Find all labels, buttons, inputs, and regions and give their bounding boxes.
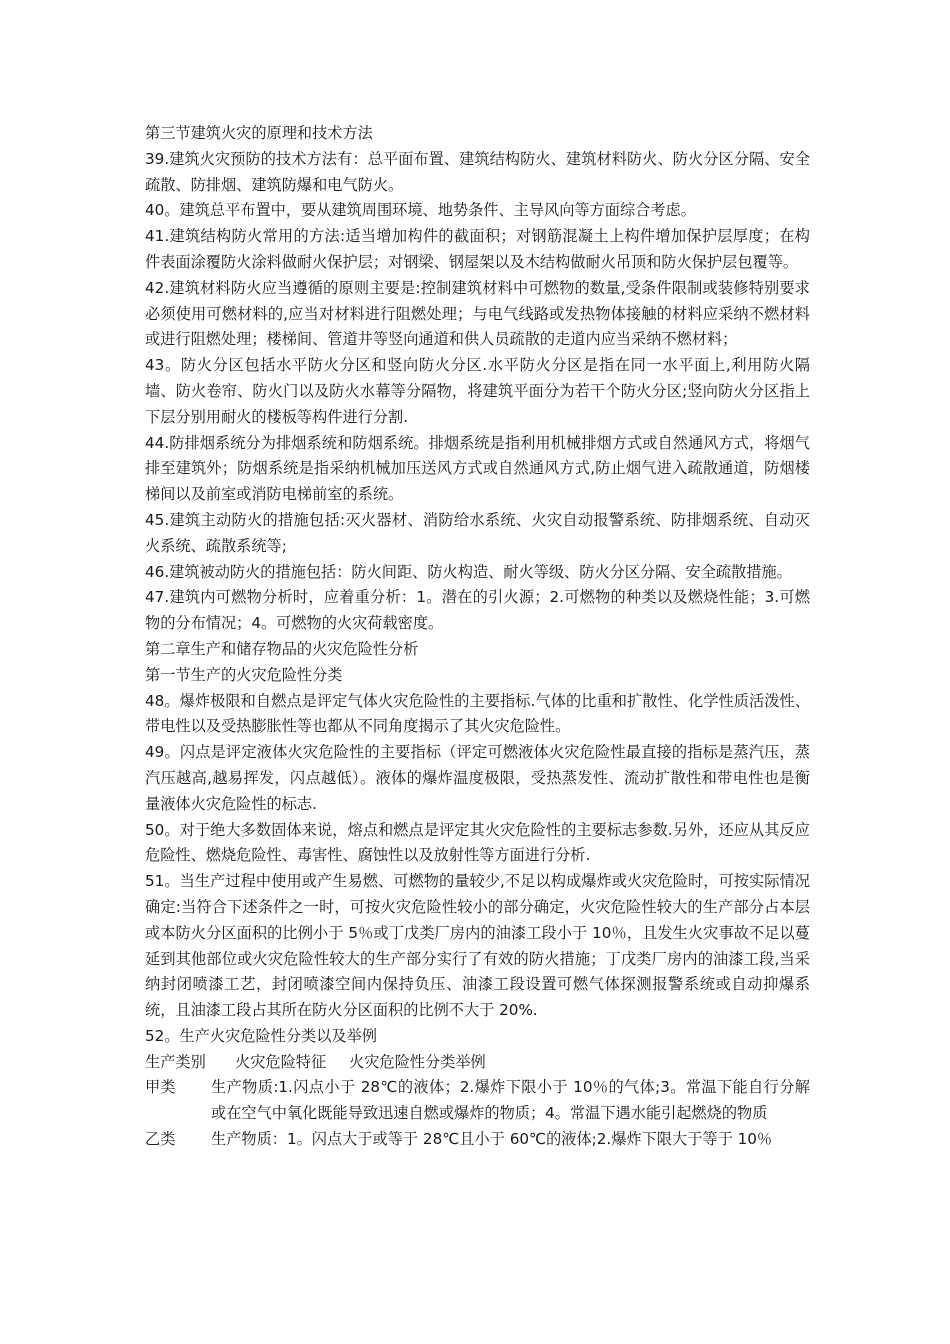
table-row-text: 生产物质：1。闪点大于或等于 28℃且小于 60℃的液体;2.爆炸下限大于等于 10％ (211, 1130, 773, 1149)
table-row (145, 1127, 810, 1153)
paragraph-50: 50。对于绝大多数固体来说，熔点和燃点是评定其火灾危险性的主要标志参数.另外，还应从其反应危险性、燃烧危险性、毒害性、腐蚀性以及放射性等方面进行分析. (145, 820, 810, 865)
paragraph-48: 48。爆炸极限和自燃点是评定气体火灾危险性的主要指标.气体的比重和扩散性、化学性质活泼性、带电性以及受热膨胀性等也都从不同角度揭示了其火灾危险性。 (145, 691, 810, 736)
paragraph-46: 46.建筑被动防火的措施包括：防火间距、防火构造、耐火等级、防火分区分隔、安全疏散措施。 (145, 562, 792, 581)
table-row-label: 甲类 (145, 1078, 176, 1097)
section-heading: 第三节建筑火灾的原理和技术方法 (145, 124, 373, 142)
paragraph-49: 49。闪点是评定液体火灾危险性的主要指标（评定可燃液体火灾危险性最直接的指标是蒸汽压，蒸汽压越高,越易挥发，闪点越低）。液体的爆炸温度极限，受热蒸发性、流动扩散性和带电性也是衡量液体火灾危险性的标志. (145, 743, 810, 813)
paragraph-39: 39.建筑火灾预防的技术方法有：总平面布置、建筑结构防火、建筑材料防火、防火分区分隔、安全疏散、防排烟、建筑防爆和电气防火。 (145, 149, 810, 194)
table-header-cell: 生产类别 (145, 1052, 206, 1071)
paragraph-43: 43。防火分区包括水平防火分区和竖向防火分区.水平防火分区是指在同一水平面上,利用防火隔墙、防火卷帘、防火门以及防火水幕等分隔物，将建筑平面分为若干个防火分区;竖向防火分区指上下层分别用耐火的楼板等构件进行分割. (145, 356, 810, 426)
document-body (145, 121, 810, 1153)
table-row-text: 生产物质:1.闪点小于 28℃的液体；2.爆炸下限小于 10％的气体;3。常温下能自行分解或在空气中氧化既能导致迅速自燃或爆炸的物质；4。常温下遇水能引起燃烧的物质 (211, 1078, 810, 1123)
table-row-label: 乙类 (145, 1130, 176, 1149)
paragraph-42: 42.建筑材料防火应当遵循的原则主要是:控制建筑材料中可燃物的数量,受条件限制或装修特别要求必须使用可燃材料的,应当对材料进行阻燃处理；与电气线路或发热物体接触的材料应采纳不燃材料或进行阻燃处理；楼梯间、管道井等竖向通道和供人员疏散的走道内应当采纳不燃材料； (145, 278, 810, 349)
table-header-row (145, 1050, 810, 1076)
paragraph-47: 47.建筑内可燃物分析时，应着重分析：1。潜在的引火源；2.可燃物的种类以及燃烧性能；3.可燃物的分布情况；4。可燃物的火灾荷载密度。 (145, 588, 810, 633)
table-row (145, 1075, 810, 1127)
chapter-heading: 第二章生产和储存物品的火灾危险性分析 (145, 639, 419, 658)
table-header-cell: 火灾危险特征 (235, 1052, 327, 1071)
paragraph-45: 45.建筑主动防火的措施包括:灭火器材、消防给水系统、火灾自动报警系统、防排烟系统、自动灭火系统、疏散系统等; (145, 510, 810, 555)
table-header-cell: 火灾危险性分类举例 (349, 1052, 486, 1071)
paragraph-51: 51。当生产过程中使用或产生易燃、可燃物的量较少,不足以构成爆炸或火灾危险时，可按实际情况确定:当符合下述条件之一时，可按火灾危险性较小的部分确定，火灾危险性较大的生产部分占本层或本防火分区面积的比例小于 5％或丁戊类厂房内的油漆工段小于 10％，且发生火灾事故不足以蔓延到其他部位或火灾危险性较大的生产部分实行了有效的防火措施；丁戊类厂房内的油漆工段,当采纳封闭喷漆工艺，封闭喷漆空间内保持负压、油漆工段设置可燃气体探测报警系统或自动抑爆系统，且油漆工段占其所在防火分区面积的比例不大于 20%. (145, 872, 810, 1020)
paragraph-40: 40。建筑总平布置中，要从建筑周围环境、地势条件、主导风向等方面综合考虑。 (145, 201, 696, 220)
paragraph-41: 41.建筑结构防火常用的方法:适当增加构件的截面积；对钢筋混凝土上构件增加保护层厚度；在构件表面涂覆防火涂料做耐火保护层；对钢梁、钢屋架以及木结构做耐火吊顶和防火保护层包覆等。 (145, 227, 810, 271)
paragraph-52: 52。生产火灾危险性分类以及举例 (145, 1026, 377, 1045)
paragraph-44: 44.防排烟系统分为排烟系统和防烟系统。排烟系统是指利用机械排烟方式或自然通风方式，将烟气排至建筑外；防烟系统是指采纳机械加压送风方式或自然通风方式,防止烟气进入疏散通道，防烟楼梯间以及前室或消防电梯前室的系统。 (145, 433, 810, 504)
section-heading: 第一节生产的火灾危险性分类 (145, 665, 343, 684)
